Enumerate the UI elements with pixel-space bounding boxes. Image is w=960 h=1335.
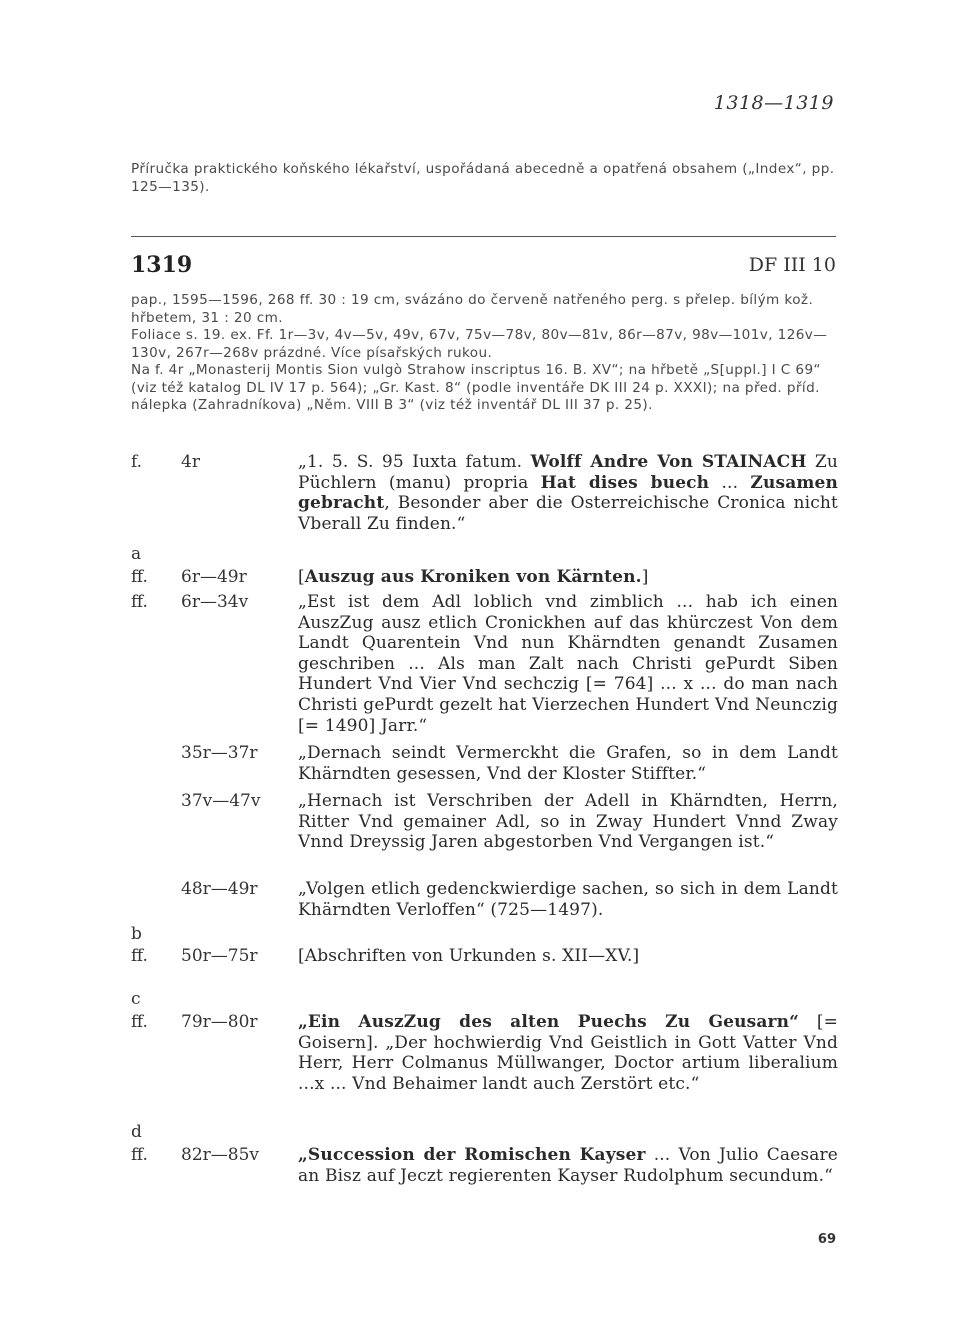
- running-head: 1318—1319: [713, 92, 834, 114]
- item-folio-range: 37v—47v: [181, 791, 261, 811]
- item-folio-range: 48r—49r: [181, 879, 258, 899]
- item-text: „Ein AuszZug des alten Puechs Zu Geusarn“ [= Goisern]. „Der hochwierdig Vnd Geistlich in Gott Vatter Vnd Herr, Herr Colmanus Müllwanger, Doctor artium liberalium ...x ... Vnd Behaimer landt auch Zerstört etc.“: [298, 1012, 839, 1094]
- item-text: „Volgen etlich gedenckwierdige sachen, so sich in dem Landt Khärndten Verloffen“ (725—1497).: [298, 879, 838, 920]
- physical-description: pap., 1595—1596, 268 ff. 30 : 19 cm, svázáno do červeně natřeného perg. s přelep. bílým kož. hřbetem, 31 : 20 cm.: [131, 292, 814, 326]
- section-letter: a: [131, 544, 142, 564]
- entry-number: 1319: [131, 252, 193, 278]
- item-label: ff.: [131, 567, 148, 587]
- item-folio-range: 50r—75r: [181, 946, 258, 966]
- item-text: [Abschriften von Urkunden s. XII—XV.]: [298, 946, 640, 966]
- intro-paragraph: Příručka praktického koňského lékařství, uspořádaná abecedně a opatřená obsahem („Index“, pp. 125—135).: [131, 161, 835, 195]
- item-label: ff.: [131, 592, 148, 612]
- item-text: „Succession der Romischen Kayser ... Von Julio Caesare an Bisz auf Jeczt regierenten Kayser Rudolphum secundum.“: [298, 1145, 839, 1186]
- section-divider: [131, 236, 836, 237]
- entry-signature: DF III 10: [748, 254, 836, 276]
- item-text: „Hernach ist Verschriben der Adell in Khärndten, Herrn, Ritter Vnd gemainer Adl, so in Zway Hundert Vnnd Zway Vnnd Dreyssig Jaren abgestorben Vnd Vergangen ist.“: [298, 791, 838, 853]
- entry-description: [131, 292, 836, 415]
- item-folio-range: 6r—49r: [181, 567, 247, 587]
- page-number: 69: [817, 1232, 836, 1247]
- section-letter: c: [131, 989, 141, 1009]
- provenance-note: Na f. 4r „Monasterij Montis Sion vulgò Strahow inscriptus 16. B. XV“; na hřbetě „S[uppl.] I C 69“ (viz též katalog DL IV 17 p. 564); „Gr. Kast. 8“ (podle inventáře DK III 24 p. XXXI); na před. příd. nálepka (Zahradníkova) „Něm. VIII B 3“ (viz též inventář DL III 37 p. 25).: [131, 362, 821, 413]
- item-label: ff.: [131, 1145, 148, 1165]
- item-folio-range: 4r: [181, 452, 200, 472]
- section-letter: d: [131, 1122, 142, 1142]
- item-text: „Est ist dem Adl loblich vnd zimblich ... hab ich einen AuszZug ausz etlich Cronickhen auf das khürczest Von dem Landt Quarentein Vnd nun Khärndten genandt Zusamen geschriben ... Als man Zalt nach Christi gePurdt Siben Hundert Vnd Vier Vnd sechczig [= 764] ... x ... do man nach Christi gePurdt gezelt hat Vierzechen Hundert Vnd Neunczig [= 1490] Jarr.“: [298, 592, 838, 736]
- item-text: „1. 5. S. 95 Iuxta fatum. Wolff Andre Von STAINACH Zu Püchlern (manu) propria Hat dises buech ... Zusamen gebracht, Besonder aber die Osterreichische Cronica nicht Vberall Zu finden.“: [298, 452, 838, 534]
- item-label: ff.: [131, 1012, 148, 1032]
- item-label: ff.: [131, 946, 148, 966]
- foliation-note: Foliace s. 19. ex. Ff. 1r—3v, 4v—5v, 49v, 67v, 75v—78v, 80v—81v, 86r—87v, 98v—101v, 126v—130v, 267r—268v prázdné. Více písařských rukou.: [131, 327, 828, 361]
- item-folio-range: 79r—80r: [181, 1012, 258, 1032]
- item-folio-range: 35r—37r: [181, 743, 258, 763]
- item-text: „Dernach seindt Vermerckht die Grafen, so in dem Landt Khärndten gesessen, Vnd der Kloster Stiffter.“: [298, 743, 838, 784]
- item-text: [Auszug aus Kroniken von Kärnten.]: [298, 567, 649, 587]
- item-folio-range: 6r—34v: [181, 592, 249, 612]
- item-label: f.: [131, 452, 143, 472]
- section-letter: b: [131, 924, 142, 944]
- item-folio-range: 82r—85v: [181, 1145, 259, 1165]
